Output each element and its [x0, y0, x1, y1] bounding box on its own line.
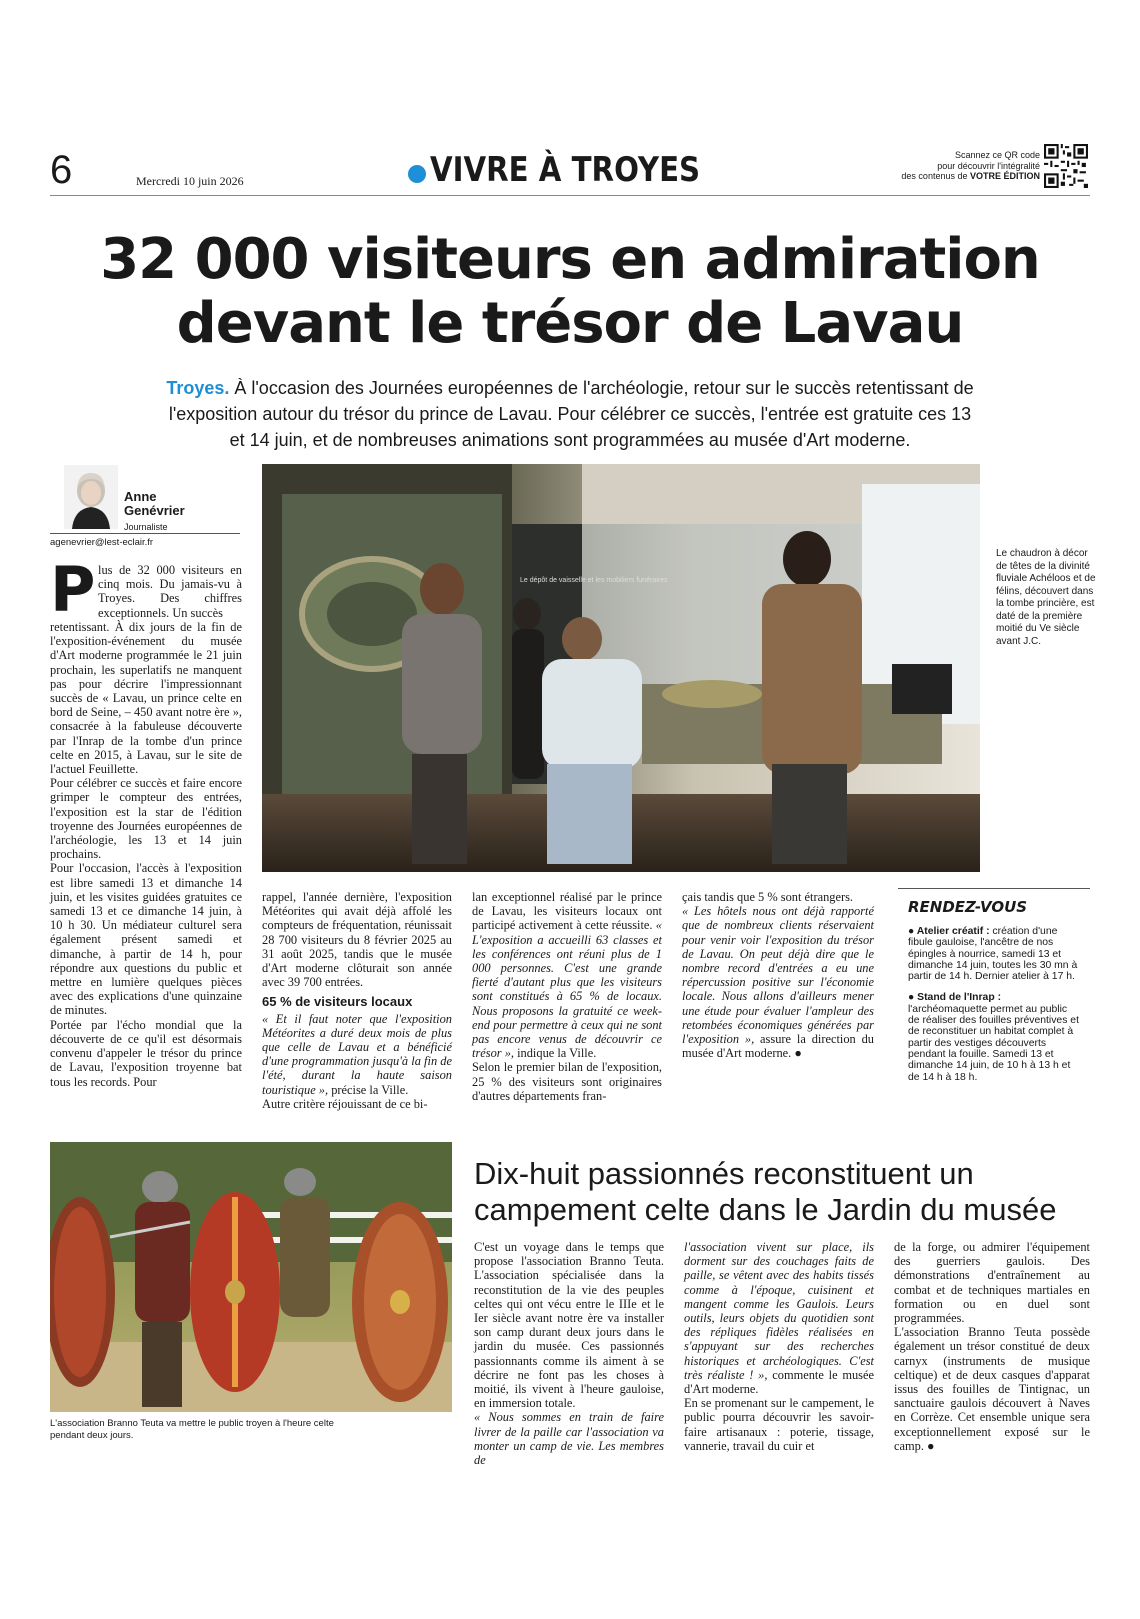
article-text: indique la Ville. [514, 1046, 597, 1061]
second-article-col2 [684, 1240, 874, 1453]
photo-caption: L'association Branno Teuta va mettre le public troyen à l'heure celte pendant deux jours. [50, 1418, 334, 1441]
article-paragraph: çais tandis que 5 % sont étrangers. [682, 890, 854, 904]
article-paragraph: C'est un voyage dans le temps que propose l'association Branno Teuta. L'association spécialisée dans la reconstitution de la vie des peuples celtes qui ont vécu entre le IIIe et le Ier siècle avant notre ère va installer son camp durant deux jours dans le jardin du musée. Ces passionnés passionnants comme ils aiment à se décrire ne font pas les choses à moitié, ils vivent à l'heure gauloise, en immersion totale. [474, 1240, 664, 1411]
article-paragraph: L'association Branno Teuta possède également un trésor constitué de deux carnyx (instruments de musique celtique) et de deux casques d'apparat issus des fouilles de Tintignac, un sanctuaire gaulois découvert à Naves en Corrèze. Cet ensemble unique sera exceptionnellement exposé sur le camp. ● [894, 1325, 1090, 1453]
celtic-reenactment-photo [50, 1142, 452, 1412]
rendez-vous-rule [898, 888, 1090, 889]
list-item [908, 992, 1080, 1082]
article-text: commente le musée d'Art moderne. [684, 1367, 874, 1397]
article-paragraph: Autre critère réjouissant de ce bi- [262, 1096, 428, 1111]
qr-brand: VOTRE ÉDITION [969, 171, 1040, 181]
headline [60, 228, 1080, 356]
article-paragraph: En se promenant sur le campement, le public pourra découvrir les savoir-faire artisanaux : poterie, tissage, vannerie, travail du cuir et [684, 1396, 874, 1453]
photo-caption: Le chaudron à décor de têtes de la divinité fluviale Achéloos et de félins, découvert dans la tombe princière, est daté de la première moitié du Ve siècle avant J.C. [996, 548, 1096, 647]
article-col4 [682, 890, 874, 1060]
author-avatar [64, 465, 118, 529]
article-paragraph [684, 1240, 874, 1396]
qr-text-line-1: Scannez ce QR code [954, 150, 1040, 160]
rubric-bullet-icon [408, 165, 426, 183]
headline-line-1: 32 000 visiteurs en admiration [100, 227, 1040, 292]
lead-text: À l'occasion des Journées européennes de l'archéologie, retour sur le succès retentissant de l'exposition autour du trésor du prince de Lavau. Pour célébrer ce succès, l'entrée est gratuite ces 13 et 14 juin, et de nombreuses animations sont programmées au musée d'Art moderne. [168, 378, 974, 450]
secondary-headline: Dix-huit passionnés reconstituent un campement celte dans le Jardin du musée [474, 1156, 1057, 1227]
article-paragraph [682, 904, 874, 1060]
article-quote: l'association vivent sur place, ils dorment sur des couchages faits de paille, se vêtent avec des habits tissés comme à l'époque, cuisinent et mangent comme les Gaulois. Leurs outils, leurs objets du quotidien sont des répliques fidèles réalisées en s'appuyant sur des recherches historiques et archéologiques. C'est très réaliste ! », [684, 1240, 874, 1382]
article-paragraph: rappel, l'année dernière, l'exposition Météorites qui avait déjà affolé les compteurs de fréquentation, réunissait 28 700 visiteurs du 8 février 2025 au 31 août 2025, tandis que le musée d'Art moderne clôturait son année avec 39 700 entrées. [262, 890, 452, 990]
article-paragraph: Selon le premier bilan de l'exposition, 25 % des visiteurs sont originaires d'autres départements fran- [472, 1060, 662, 1103]
header-rule [50, 195, 1090, 196]
article-subhead: 65 % de visiteurs locaux [262, 994, 413, 1010]
second-article-col1 [474, 1240, 664, 1467]
article-quote: « Nous sommes en train de faire livrer de la paille car l'association va monter un camp de vie. Les membres de [474, 1410, 664, 1468]
article-paragraph: Pour l'occasion, l'accès à l'exposition est libre samedi 13 et dimanche 14 juin, et les visites guidées gratuites ce samedi 13 et ce dimanche 14 juin, à 10 h 30. Un médiateur culturel sera également présent samedi et dimanche, à partir de 14 h, pour répondre aux questions du public et mettre en lumière quelques pièces avec des explications d'une quinzaine de minutes. [50, 861, 242, 1018]
qr-code-icon[interactable] [1044, 144, 1088, 188]
article-paragraph: Portée par l'écho mondial que la découverte de ce qu'il est désormais convenu d'appeler le trésor du prince de Lavau, l'exposition troyenne bat tous les records. Pour [50, 1017, 242, 1089]
author-rule [50, 533, 240, 534]
edition-date: Mercredi 10 juin 2026 [136, 174, 244, 188]
article-col2 [262, 890, 452, 1111]
lead-city: Troyes. [166, 378, 230, 398]
rendez-vous-item-label: ● Stand de l'Inrap : [908, 992, 1002, 1004]
article-col3 [472, 890, 662, 1103]
section-rubric: VIVRE À TROYES [430, 150, 701, 190]
headline-line-2: devant le trésor de Lavau [176, 291, 964, 356]
museum-exhibition-photo [262, 464, 980, 872]
article-quote: « Et il faut noter que l'exposition Météorites a duré deux mois de plus que celle de Lavau et a bénéficié d'une programmation jusqu'à la fin de l'été, durant la haute saison touristique », [262, 1011, 452, 1097]
exhibition-wall-label: Le dépôt de vaisselle et les mobiliers funéraires [520, 577, 668, 584]
qr-text-line-2: pour découvrir l'intégralité [937, 160, 1040, 171]
author-first-name: Anne [124, 489, 157, 504]
rendez-vous-item-text: l'archéomaquette permet au public de réaliser des fouilles préventives et de reconstituer un habitat complet à partir des vestiges découverts pendant la fouille. Samedi 13 et dimanche 14 juin, de 10 h à 13 h et de 14 h à 18 h. [908, 1003, 1079, 1083]
second-article-col3 [894, 1240, 1090, 1453]
rendez-vous-item-text: création d'une fibule gauloise, l'ancêtre de nos épingles à nourrice, samedi 13 et dimanche 14 juin, toutes les 30 mn à partir de 14 h. Dernier atelier à 17 h. [908, 926, 1078, 983]
qr-text-line-3: des contenus de VOTRE ÉDITION [901, 171, 1040, 181]
list-item [908, 926, 1080, 982]
author-role: Journaliste [124, 522, 168, 532]
page-number: 6 [50, 148, 73, 192]
author-name [124, 490, 185, 518]
qr-instructions [880, 150, 1040, 182]
article-col1-intro: lus de 32 000 visiteurs en cinq mois. Du jamais-vu à Troyes. Des chiffres exceptionnels. Un succès [98, 563, 242, 620]
article-text: assure la direction du musée d'Art moderne. ● [682, 1032, 874, 1061]
article-paragraph [472, 890, 662, 1060]
article-quote: « Les hôtels nous ont déjà rapporté que de nombreux clients réservaient pour venir voir l'exposition du trésor de Lavau. On peut déjà dire que le nombre record d'entrées a eu une répercussion positive sur l'économie locale. Nous allons d'ailleurs mener une étude pour évaluer l'ampleur des retombées économiques générées par l'exposition », [682, 904, 874, 1047]
dropcap: P [50, 553, 96, 626]
rendez-vous-item-label: ● Atelier créatif : [908, 926, 990, 937]
author-last-name: Genévrier [124, 503, 185, 518]
rendez-vous-list [908, 926, 1080, 1093]
article-paragraph: de la forge, ou admirer l'équipement des guerriers gaulois. Des démonstrations d'entraînement au combat et de techniques martiales en formation ou en duel sont programmées. [894, 1240, 1090, 1326]
lead-paragraph [160, 375, 980, 453]
rendez-vous-title: RENDEZ-VOUS [908, 898, 1028, 916]
article-text: précise la Ville. [328, 1082, 409, 1097]
article-paragraph: retentissant. À dix jours de la fin de l'exposition-événement du musée d'Art moderne programmée le 21 juin prochain, les superlatifs ne manquent pas pour décrire l'impressionnant succès de « Lavau, un prince celte en bord de Seine, – 450 avant notre ère », consacrée à la fabuleuse découverte par l'Inrap de la tombe d'un prince celte en 2015, à Lavau, sur le site de l'actuel Feuillette. [50, 620, 242, 777]
article-paragraph: Pour célébrer ce succès et faire encore grimper le compteur des entrées, l'exposition est la star de l'édition troyenne des Journées européennes de l'archéologie, les 13 et 14 juin prochains. [50, 776, 242, 862]
article-quote: « L'exposition a accueilli 63 classes et les conférences ont réuni plus de 1 000 personnes. C'est une grande fierté d'autant plus que les visiteurs sont constitués à 65 % de locaux. Nous proposons la gratuité ce week-end pour permettre à ceux qui ne sont pas encore venus de découvrir ce trésor », [472, 918, 662, 1061]
article-paragraph [262, 1012, 452, 1097]
article-text: lan exceptionnel réalisé par le prince de Lavau, les visiteurs locaux ont participé activement à cette réussite. [472, 890, 662, 933]
article-col1 [50, 620, 242, 1089]
author-email-link[interactable]: agenevrier@lest-eclair.fr [50, 537, 154, 548]
